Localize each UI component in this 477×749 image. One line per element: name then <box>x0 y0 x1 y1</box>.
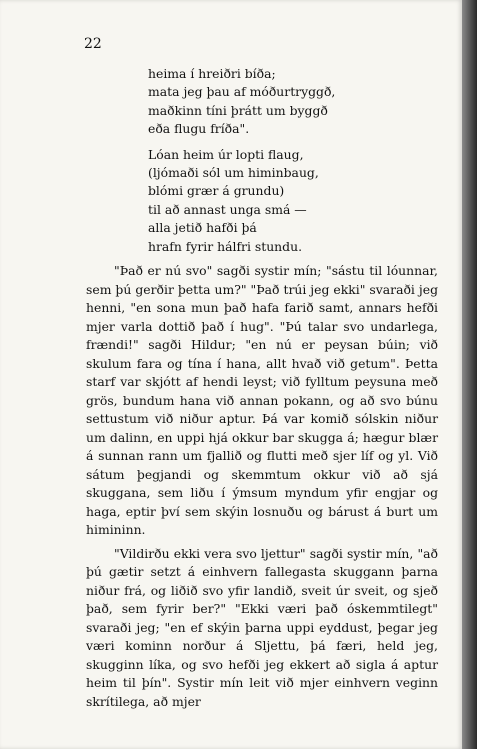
poem-line: mata jeg þau af móðurtryggð, <box>148 84 336 100</box>
poem-line: (ljómaði sól um himinbaug, <box>148 165 319 181</box>
poem-line: heima í hreiðri bíða; <box>148 66 276 81</box>
poem <box>148 65 348 256</box>
paragraph: "Vildirðu ekki vera svo ljettur" sagði systir mín, "að þú gætir setzt á einhvern fallegasta skuggann þarna niður frá, og liðið svo yfir landið, sveit úr sveit, og sjeð það, sem fyrir ber?" "Ekki væri það óskemmtilegt" svaraði jeg; "en ef skýin þarna uppi eyddust, þegar jeg væri kominn norður á Sljettu, þá færi, held jeg, skugginn líka, og svo hefði jeg ekkert að sigla á aptur heim til þín". Systir mín leit við mjer einhvern veginn skrítilega, að mjer <box>86 545 438 709</box>
poem-line: eða flugu fríða". <box>148 121 250 137</box>
poem-line: blómi grær á grundu) <box>148 183 285 199</box>
poem-line: til að annast unga smá — <box>148 201 307 217</box>
prose-body <box>86 262 438 711</box>
poem-line: hrafn fyrir hálfri stundu. <box>148 238 303 254</box>
page-edge-shadow <box>462 0 477 749</box>
stanza-gap <box>148 139 348 146</box>
poem-line: alla jetið hafði þá <box>148 220 257 236</box>
page-number: 22 <box>84 36 102 52</box>
paragraph: "Það er nú svo" sagði systir mín; "sástu til lóunnar, sem þú gerðir þetta um?" "Það trúi jeg ekki" svaraði jeg henni, "en sona mun það hafa farið samt, annars hefði mjer varla dottið það í hug". "Þú talar svo undarlega, frændi!" sagði Hildur; "en nú er peysan búin; við skulum fara og tína í hana, allt hvað við getum". Þetta starf var skjótt af hendi leyst; við fylltum peysuna með grös, bundum hana við annan pokann, og að svo búnu settustum við niður aptur. Þá var komið sólskin niður um dalinn, en uppi hjá okkur bar skugga á; hægur blær á sunnan rann um fjallið og flutti með sjer líf og yl. Við sátum þegjandi og skemmtum okkur við að sjá skuggana, sem liðu í ýmsum myndum yfir engjar og haga, eptir því sem skýin losnuðu og bárust á burt um himininn. <box>86 263 438 537</box>
poem-line: maðkinn tíni þrátt um byggð <box>148 102 328 118</box>
poem-line: Lóan heim úr lopti flaug, <box>148 146 304 162</box>
